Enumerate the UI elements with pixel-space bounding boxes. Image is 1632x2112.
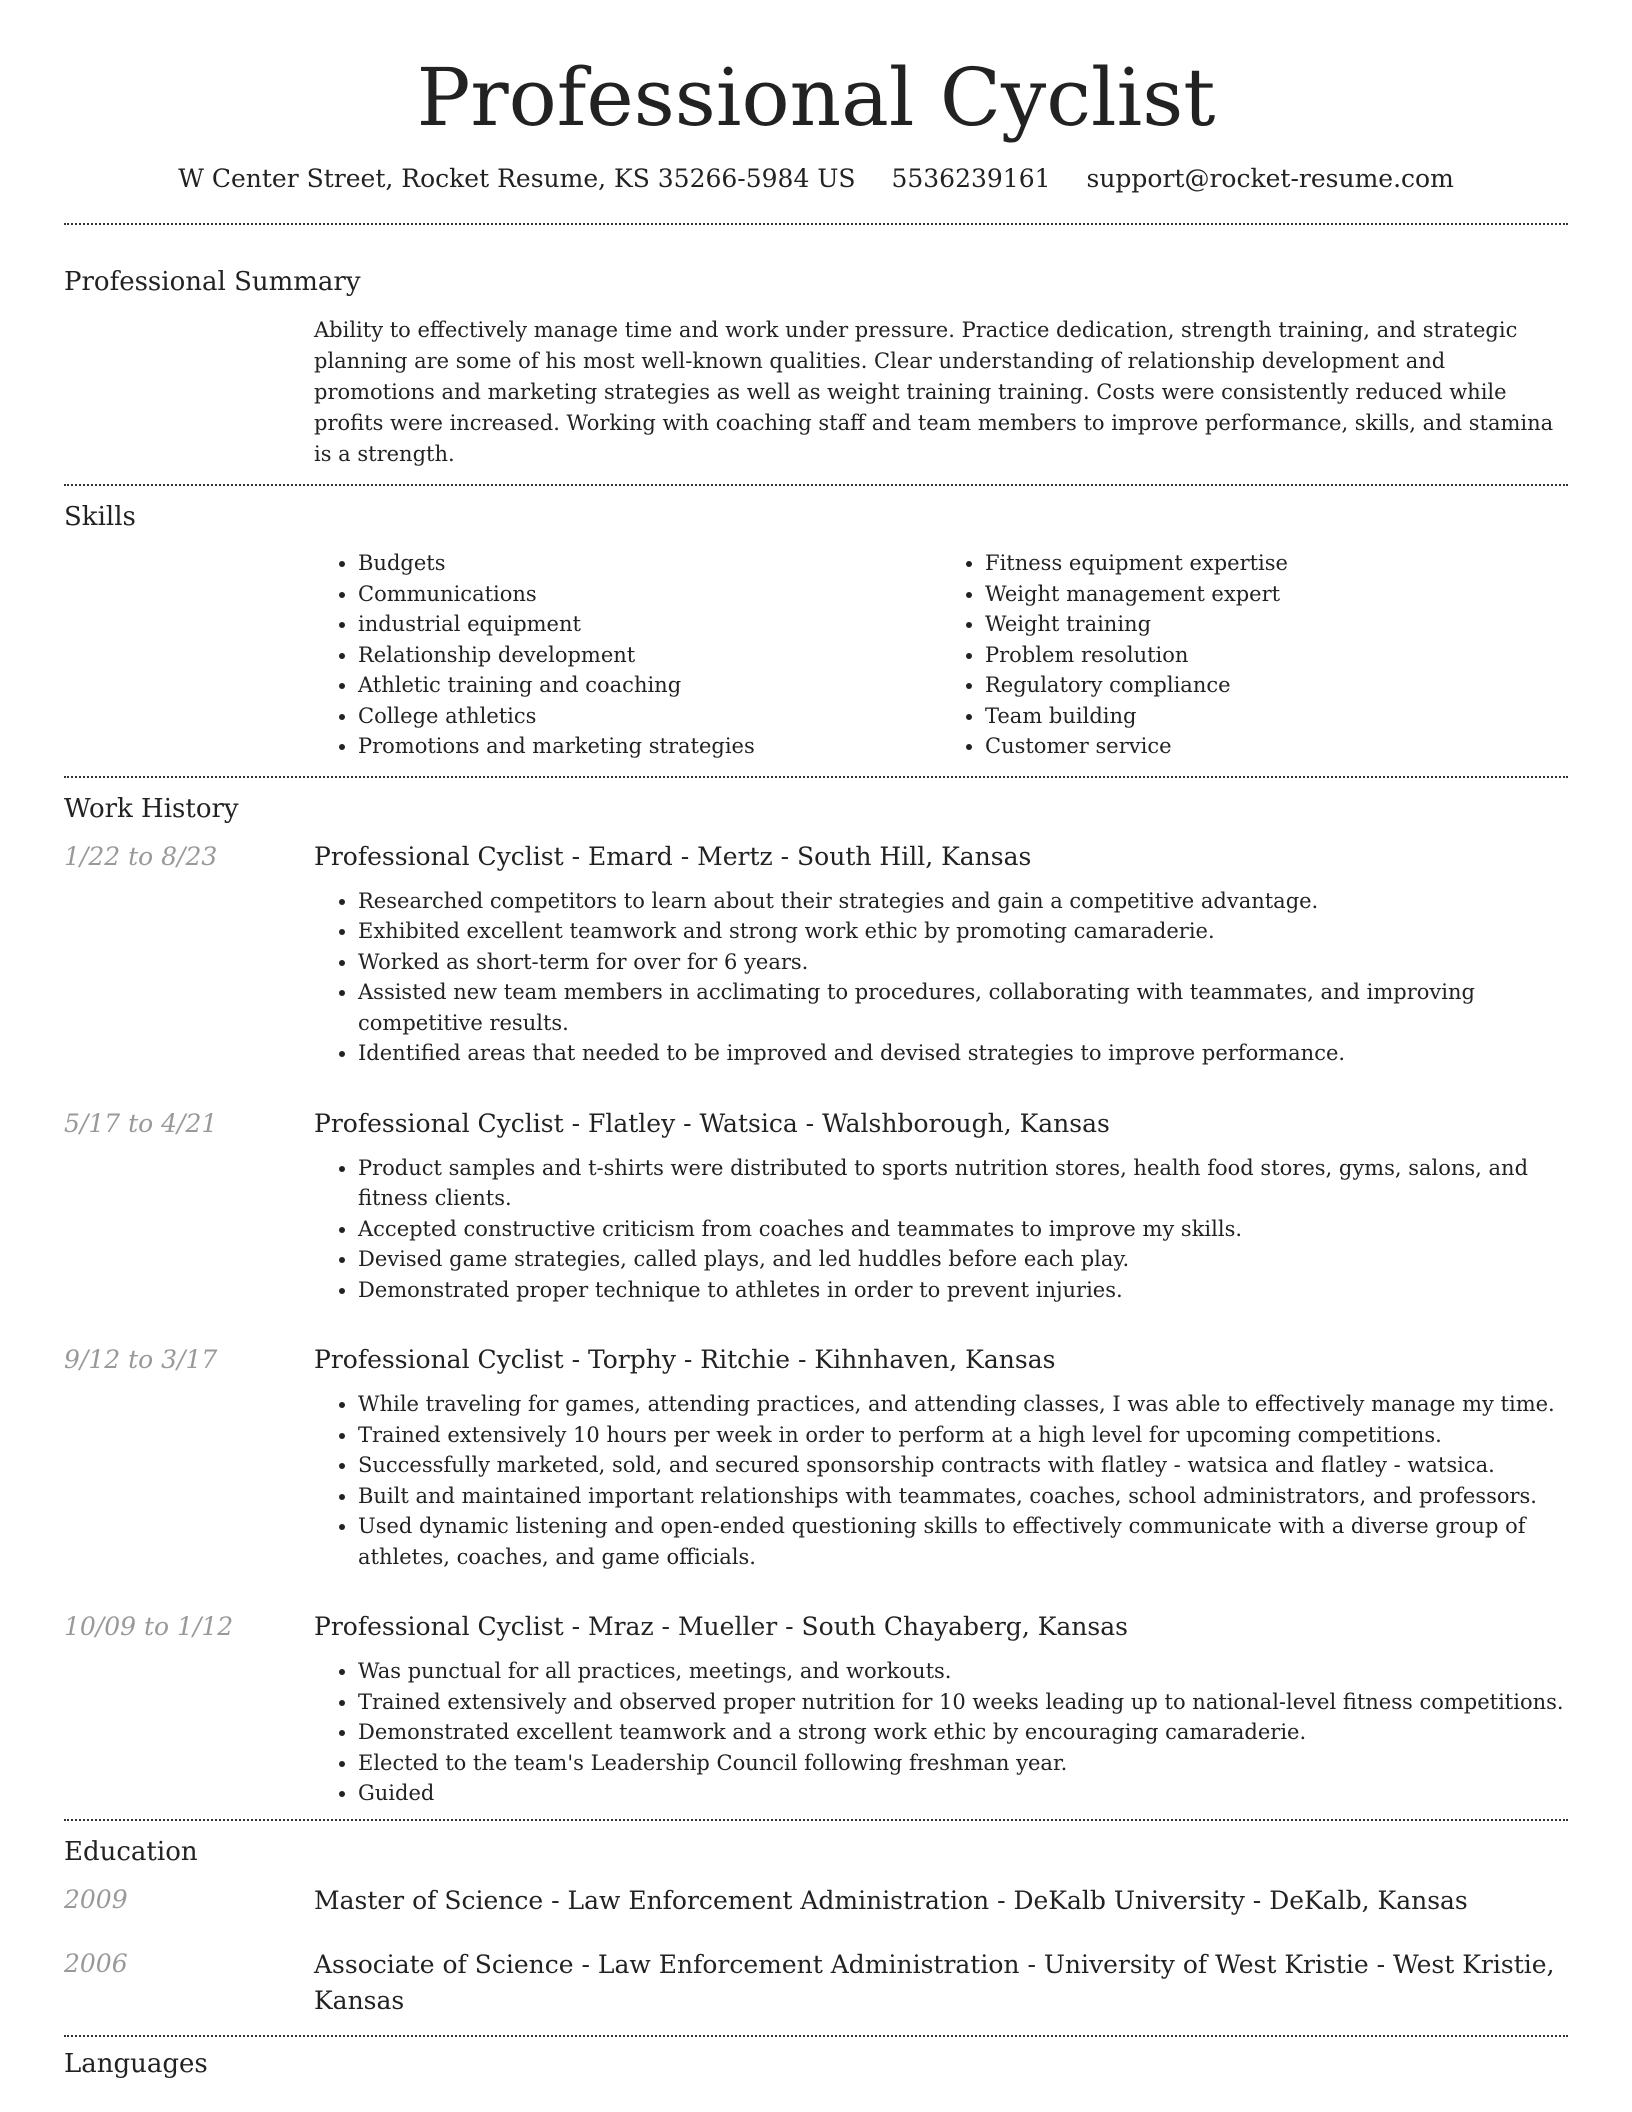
skill-item: • Customer service	[985, 731, 1568, 762]
job-bullet: • Was punctual for all practices, meetings, and workouts.	[358, 1656, 1568, 1687]
skill-item: • Promotions and marketing strategies	[358, 731, 941, 762]
skills-left-list	[314, 548, 941, 762]
job-details	[314, 1343, 1568, 1572]
education-details	[314, 1883, 1568, 1919]
job-entry	[64, 1107, 1568, 1306]
languages-section	[64, 2037, 1568, 2079]
skill-item: • Problem resolution	[985, 640, 1568, 671]
job-bullet: • Elected to the team's Leadership Council following freshman year.	[358, 1748, 1568, 1779]
skills-title: Skills	[64, 502, 136, 532]
job-bullets	[314, 1389, 1568, 1572]
education-entry	[64, 1883, 1568, 1919]
skill-item: • Weight management expert	[985, 579, 1568, 610]
job-bullet: • Successfully marketed, sold, and secured sponsorship contracts with flatley - watsica and flatley - watsica.	[358, 1450, 1568, 1481]
job-entry	[64, 840, 1568, 1069]
skills-right-list	[941, 548, 1568, 762]
skill-item: • Fitness equipment expertise	[985, 548, 1568, 579]
languages-title: Languages	[64, 2048, 208, 2079]
resume-page	[64, 0, 1568, 2079]
summary-text: Ability to effectively manage time and work under pressure. Practice dedication, strength training, and strategic planning are some of his most well-known qualities. Clear understanding of relationship development and promotions and marketing strategies as well as weight training training. Costs were consistently reduced while profits were increased. Working with coaching staff and team members to improve performance, skills, and stamina is a strength.	[314, 318, 1554, 466]
job-bullet: • While traveling for games, attending practices, and attending classes, I was able to effectively manage my time.	[358, 1389, 1568, 1420]
skill-item: • Athletic training and coaching	[358, 670, 941, 701]
summary-section	[64, 225, 1568, 484]
job-bullet: • Researched competitors to learn about their strategies and gain a competitive advantage.	[358, 886, 1568, 917]
job-bullet: • Trained extensively and observed proper nutrition for 10 weeks leading up to national-level fitness competitions.	[358, 1687, 1568, 1718]
job-bullet: • Exhibited excellent teamwork and strong work ethic by promoting camaraderie.	[358, 916, 1568, 947]
job-bullet: • Used dynamic listening and open-ended questioning skills to effectively communicate with a diverse group of athletes, coaches, and game officials.	[358, 1511, 1568, 1572]
job-bullet: • Accepted constructive criticism from coaches and teammates to improve my skills.	[358, 1214, 1568, 1245]
summary-title: Professional Summary	[64, 267, 361, 297]
education-date: 2009	[64, 1884, 128, 1914]
job-heading: Professional Cyclist - Mraz - Mueller - South Chayaberg, Kansas	[314, 1612, 1128, 1641]
job-date: 1/22 to 8/23	[64, 841, 218, 871]
education-title: Education	[64, 1836, 198, 1867]
job-date: 5/17 to 4/21	[64, 1108, 218, 1138]
education-entry	[64, 1947, 1568, 2035]
education-degree: Master of Science - Law Enforcement Administration	[314, 1885, 990, 1915]
contact-email: support@rocket-resume.com	[1086, 164, 1454, 193]
job-details	[314, 840, 1568, 1069]
education-details	[314, 1947, 1568, 2019]
job-bullet: • Product samples and t-shirts were distributed to sports nutrition stores, health food stores, gyms, salons, and fitness clients.	[358, 1153, 1568, 1214]
education-school: - University of West Kristie - West Kristie, Kansas	[314, 1949, 1555, 2015]
skills-section	[64, 486, 1568, 776]
job-bullets	[314, 886, 1568, 1069]
contact-address: W Center Street, Rocket Resume, KS 35266-5984 US	[178, 164, 856, 193]
job-heading: Professional Cyclist - Emard - Mertz - South Hill, Kansas	[314, 841, 1032, 871]
skill-item: • Relationship development	[358, 640, 941, 671]
job-bullets	[314, 1656, 1568, 1809]
job-date: 9/12 to 3/17	[64, 1345, 218, 1374]
job-heading: Professional Cyclist - Flatley - Watsica - Walshborough, Kansas	[314, 1108, 1110, 1138]
job-entry	[64, 1610, 1568, 1819]
skill-item: • industrial equipment	[358, 609, 941, 640]
education-school: - DeKalb University - DeKalb, Kansas	[989, 1885, 1468, 1915]
skill-item: • Budgets	[358, 548, 941, 579]
skill-item: • Regulatory compliance	[985, 670, 1568, 701]
job-bullet: • Identified areas that needed to be improved and devised strategies to improve performance.	[358, 1038, 1568, 1069]
job-entry	[64, 1343, 1568, 1572]
job-date: 10/09 to 1/12	[64, 1612, 234, 1641]
skill-item: • Weight training	[985, 609, 1568, 640]
job-bullet: • Demonstrated excellent teamwork and a strong work ethic by encouraging camaraderie.	[358, 1717, 1568, 1748]
job-bullet: • Trained extensively 10 hours per week in order to perform at a high level for upcoming competitions.	[358, 1420, 1568, 1451]
job-details	[314, 1610, 1568, 1809]
contact-line	[64, 164, 1568, 193]
skill-item: • Communications	[358, 579, 941, 610]
work-section	[64, 778, 1568, 1819]
skill-item: • College athletics	[358, 701, 941, 732]
job-details	[314, 1107, 1568, 1306]
job-bullets	[314, 1153, 1568, 1306]
contact-phone: 5536239161	[891, 164, 1051, 193]
job-bullet: • Demonstrated proper technique to athletes in order to prevent injuries.	[358, 1275, 1568, 1306]
education-degree: Associate of Science - Law Enforcement Administration	[314, 1949, 1020, 1979]
skills-columns	[314, 548, 1568, 776]
education-section	[64, 1821, 1568, 2035]
skill-item: • Team building	[985, 701, 1568, 732]
job-bullet: • Devised game strategies, called plays, and led huddles before each play.	[358, 1244, 1568, 1275]
resume-name: Professional Cyclist	[416, 51, 1216, 144]
work-title: Work History	[64, 793, 239, 824]
job-bullet: • Assisted new team members in acclimating to procedures, collaborating with teammates, and improving competitive results.	[358, 977, 1568, 1038]
job-heading: Professional Cyclist - Torphy - Ritchie - Kihnhaven, Kansas	[314, 1345, 1056, 1374]
job-bullet: • Worked as short-term for over for 6 years.	[358, 947, 1568, 978]
job-bullet: • Built and maintained important relationships with teammates, coaches, school administrators, and professors.	[358, 1481, 1568, 1512]
job-bullet: • Guided	[358, 1778, 1568, 1809]
education-date: 2006	[64, 1948, 128, 1978]
